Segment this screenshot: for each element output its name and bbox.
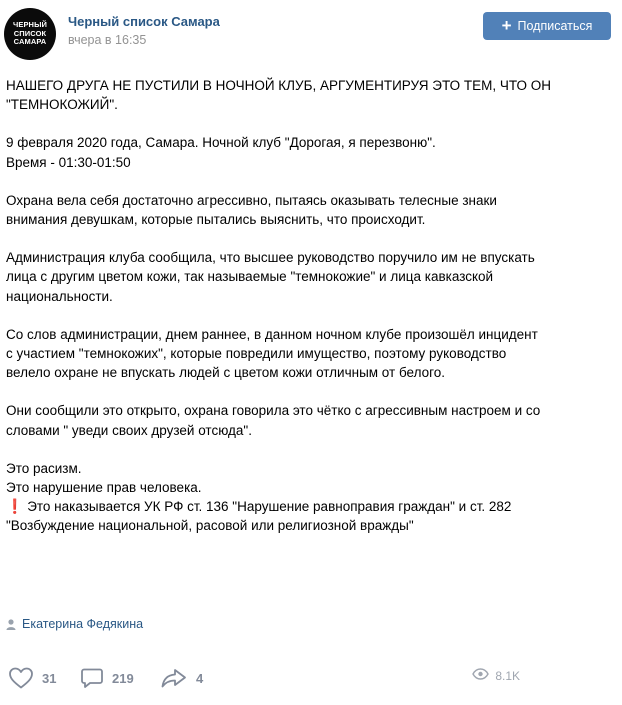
post-author[interactable] bbox=[6, 617, 143, 631]
subscribe-button[interactable] bbox=[483, 12, 611, 40]
post-paragraph-3: Охрана вела себя достаточно агрессивно, пытаясь оказывать телесные знаки внимания девушкам, которые пытались выяснить, что происходит. bbox=[6, 192, 497, 228]
author-name: Екатерина Федякина bbox=[22, 617, 144, 631]
post-text bbox=[6, 76, 612, 536]
post-actions bbox=[0, 662, 622, 694]
views-counter bbox=[472, 668, 520, 683]
share-arrow-icon bbox=[160, 666, 188, 690]
post-paragraph-5: Со слов администрации, днем раннее, в данном ночном клубе произошёл инцидент с участием "темнокожих", которые повредили имущество, поэтому руководство велело охране не впускать людей с цветом кожи отличным от белого. bbox=[6, 326, 538, 381]
share-button[interactable] bbox=[160, 666, 203, 690]
like-button[interactable] bbox=[8, 666, 56, 690]
post-paragraph-4: Администрация клуба сообщила, что высшее руководство поручило им не впускать лица с другим цветом кожи, так называемые "темнокожие" и лица кавказской национальности. bbox=[6, 250, 535, 304]
eye-icon bbox=[472, 668, 489, 683]
post-paragraph-8 bbox=[6, 497, 612, 535]
plus-icon: + bbox=[501, 16, 512, 35]
exclamation-icon: ❗ bbox=[6, 498, 24, 515]
group-name-link[interactable]: Черный список Самара bbox=[68, 14, 220, 29]
post-paragraph-6: Они сообщили это открыто, охрана говорила это чётко с агрессивным настроем и со словами " уведи своих друзей отсюда". bbox=[6, 403, 541, 438]
avatar-text-line2: СПИСОК bbox=[13, 28, 47, 38]
post-time[interactable]: вчера в 16:35 bbox=[68, 33, 147, 47]
person-icon bbox=[6, 619, 16, 630]
avatar-text-line1: ЧЕРНЫЙ bbox=[12, 20, 48, 30]
group-avatar[interactable] bbox=[4, 8, 56, 60]
avatar-text-line3: САМАРА bbox=[13, 37, 47, 47]
share-count: 4 bbox=[196, 670, 204, 686]
subscribe-label: Подписаться bbox=[517, 19, 593, 33]
comment-icon bbox=[80, 666, 104, 690]
post-paragraph-7: Это расизм. Это нарушение прав человека. bbox=[6, 460, 202, 496]
heart-icon bbox=[8, 666, 34, 690]
like-count: 31 bbox=[42, 670, 57, 686]
post-paragraph-1: НАШЕГО ДРУГА НЕ ПУСТИЛИ В НОЧНОЙ КЛУБ, АРГУМЕНТИРУЯ ЭТО ТЕМ, ЧТО ОН "ТЕМНОКОЖИЙ". bbox=[6, 78, 552, 113]
comment-count: 219 bbox=[112, 670, 134, 686]
post-paragraph-8-text: Это наказывается УК РФ ст. 136 "Нарушение равноправия граждан" и ст. 282 "Возбуждение национальной, расовой или религиозной вражды" bbox=[6, 499, 512, 534]
comment-button[interactable] bbox=[80, 666, 134, 690]
post-header bbox=[0, 0, 622, 64]
views-count: 8.1K bbox=[495, 668, 520, 683]
post-paragraph-2: 9 февраля 2020 года, Самара. Ночной клуб "Дорогая, я перезвоню". Время - 01:30-01:50 bbox=[6, 135, 436, 170]
